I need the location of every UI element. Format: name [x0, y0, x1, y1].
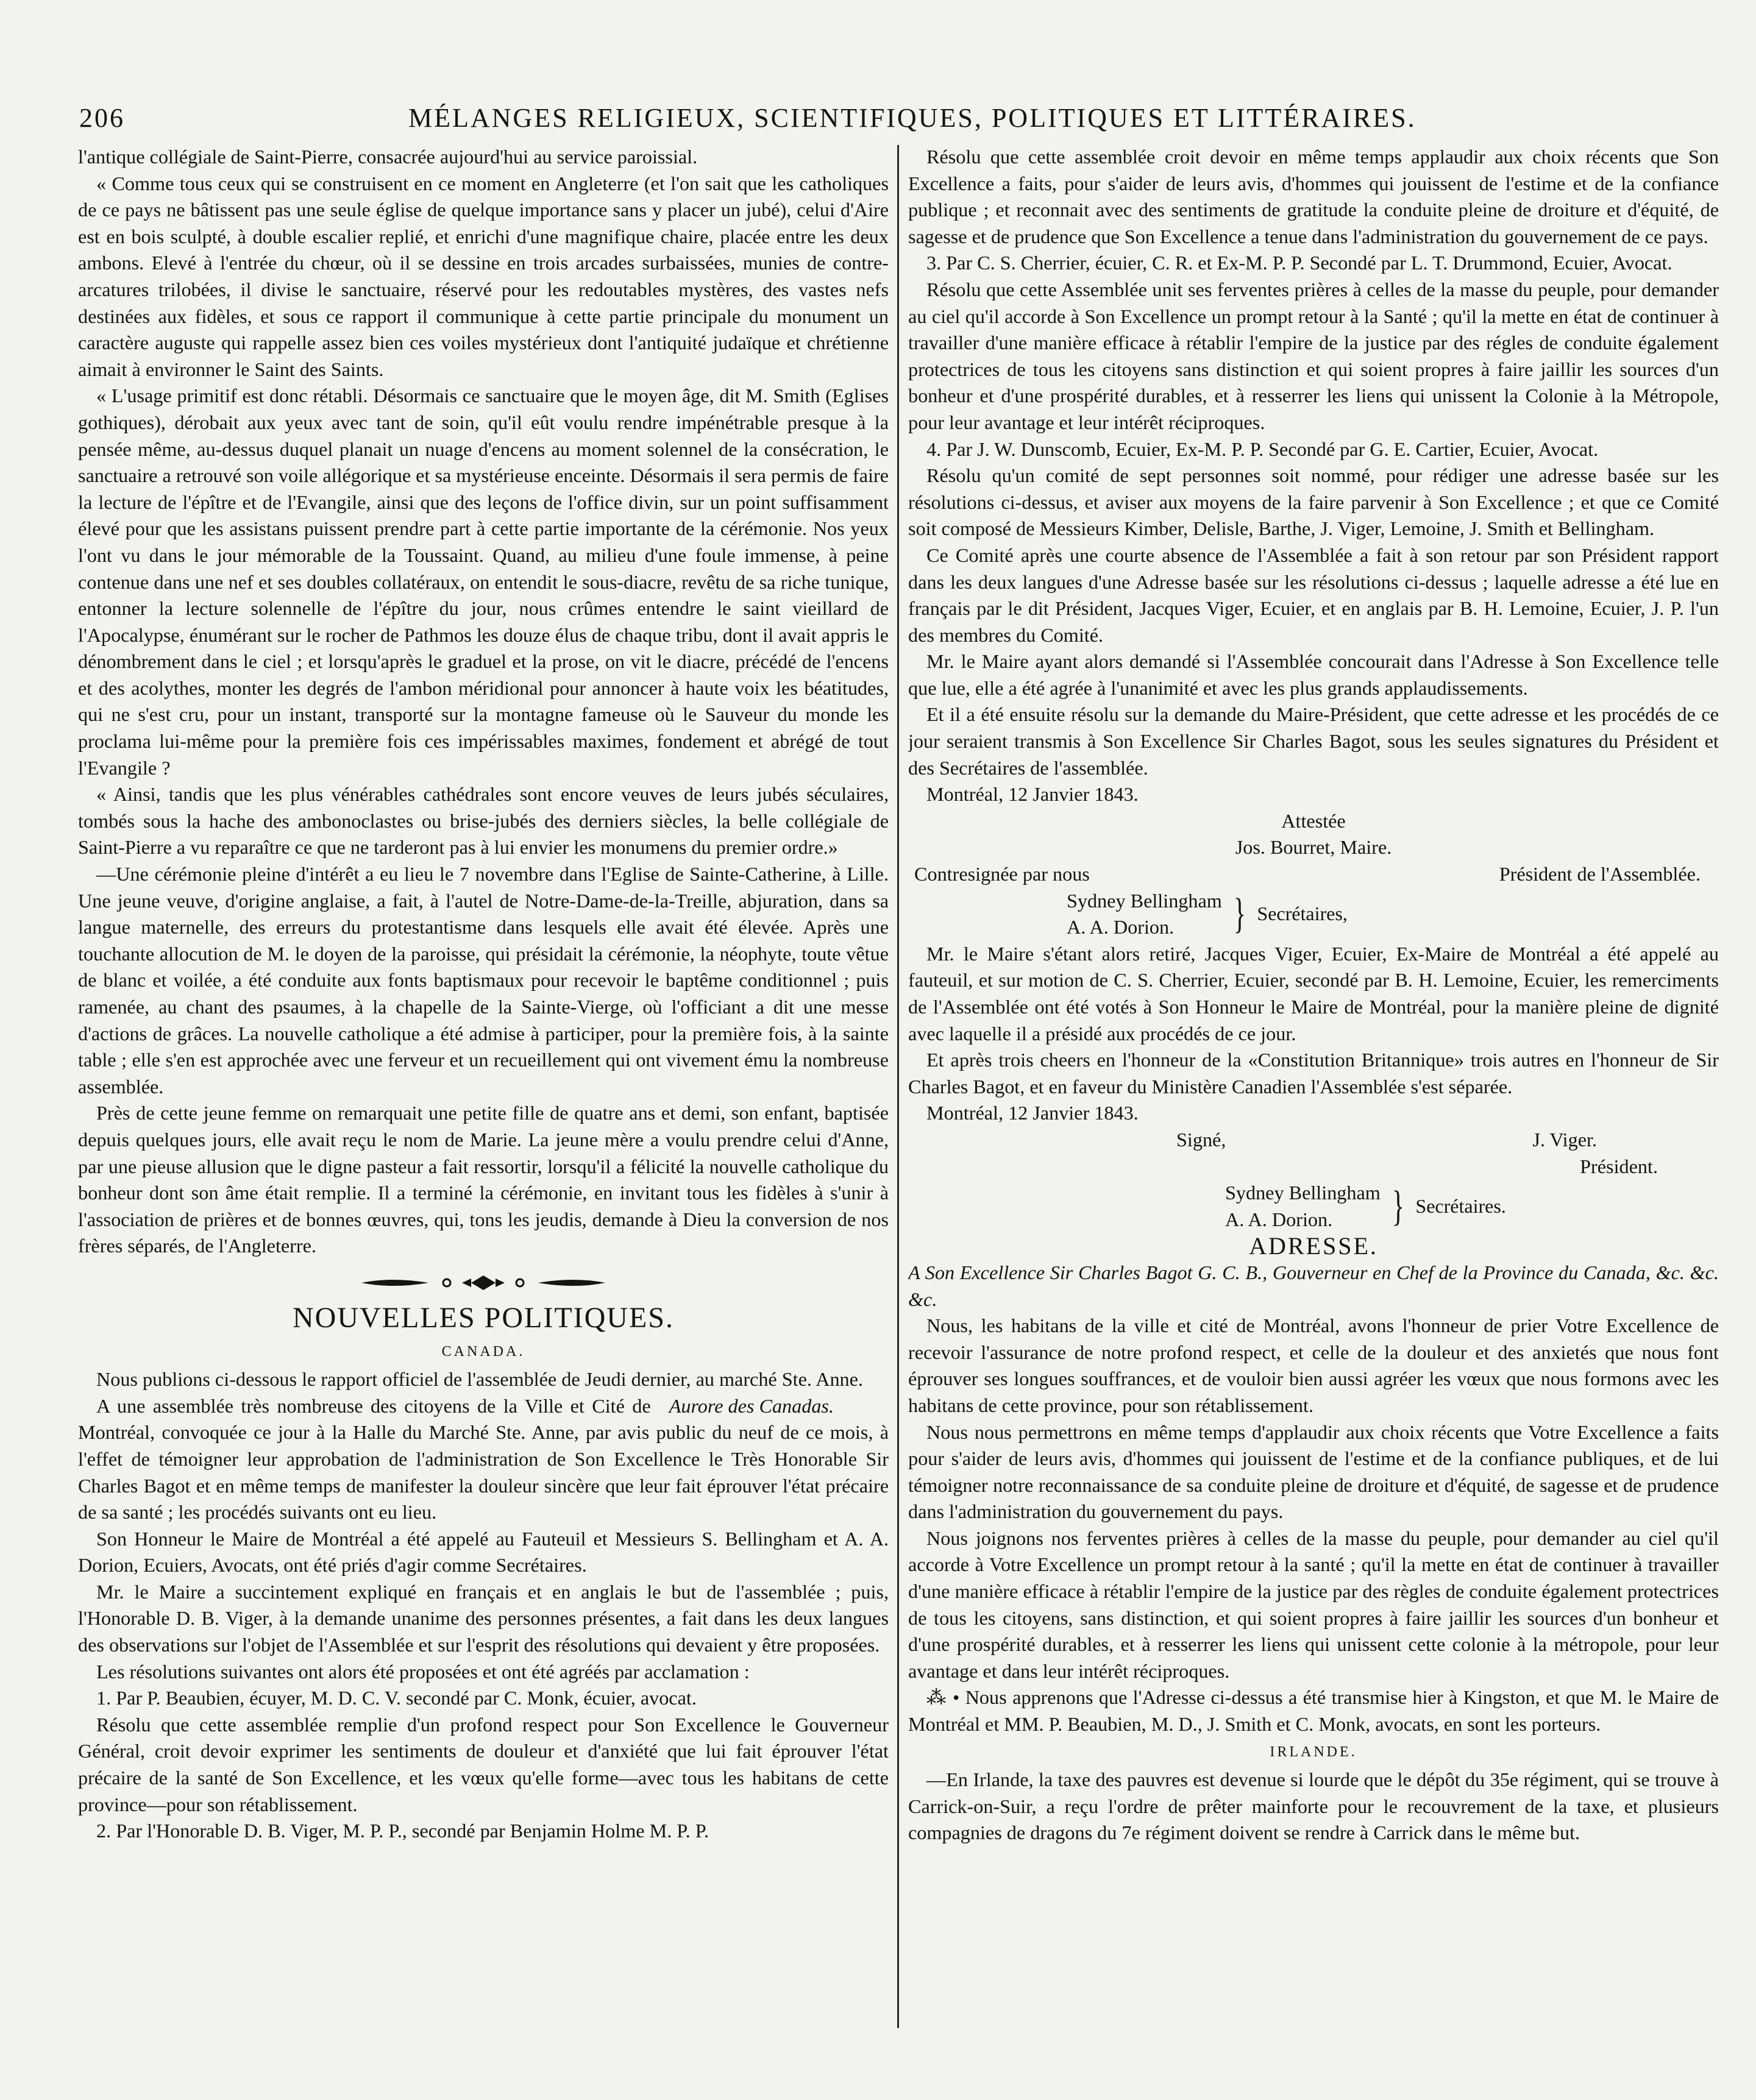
secretary-names — [1225, 1180, 1381, 1233]
secretaries-role: Secrétaires. — [1415, 1194, 1506, 1217]
dateline: Montréal, 12 Janvier 1843. — [926, 783, 1139, 806]
paragraph: Son Honneur le Maire de Montréal a été appelé au Fauteuil et Messieurs S. Bellingham et A. A. Dorion, Ecuiers, Avocats, ont été priés d'agir comme Secrétaires. — [78, 1527, 889, 1577]
paragraph: « Ainsi, tandis que les plus vénérables cathédrales sont encore veuves de leurs jubés séculaires, tombés sous la hache des ambonoclastes ou brise-jubés des derniers siècles, la belle collégiale de Saint-Pierre a vu reparaître ce que ne tarderont pas à lui envier les monumens du premier ordre.» — [78, 783, 889, 859]
asterism-icon: ⁂ • — [926, 1686, 965, 1709]
paragraph: l'antique collégiale de Saint-Pierre, consacrée aujourd'hui au service paroissial. — [78, 146, 698, 168]
countersign-label: Contresignée par nous — [914, 863, 1090, 885]
president-label: Président. — [1580, 1155, 1658, 1177]
paragraph: Résolu que cette assemblée remplie d'un profond respect pour Son Excellence le Gouverneur Général, croit devoir exprimer les sentiments de douleur et d'anxiété que lui fait éprouver l'état précaire de la santé de Son Excellence, et les vœux qu'elle forme—avec tous les habitans de cette province—pour son rétablissement. — [78, 1713, 889, 1815]
column-rule — [897, 145, 899, 2028]
paragraph: Mr. le Maire ayant alors demandé si l'Assemblée concourait dans l'Adresse à Son Excellence telle que lue, elle a été agrée à l'unanimité et avec les plus grands applaudissements. — [908, 650, 1719, 699]
secretary-name: Sydney Bellingham — [1225, 1182, 1381, 1204]
paragraph: Les résolutions suivantes ont alors été proposées et ont été agréés par acclamation : — [96, 1660, 750, 1683]
paragraph: « L'usage primitif est donc rétabli. Désormais ce sanctuaire que le moyen âge, dit M. Smith (Eglises gothiques), dérobait aux yeux avec tant de soin, qu'il eût voulu rendre impénétrable presque à la pensée même, au-dessus duquel planait un nuage d'encens au moment solennel de la consécration, le sanctuaire a retrouvé son voile allégorique et sa mystérieuse enceinte. Désormais il sera permis de faire la lecture de l'épître et de l'Evangile, ainsi que des leçons de l'office divin, sur un point suffisamment élevé pour que les assistans puissent prendre part à cette partie importante de la cérémonie. Nos yeux l'ont vu dans le jour mémorable de la Toussaint. Quand, au milieu d'une foule immense, à peine contenue dans une nef et ses doubles collatéraux, on entendit le sous-diacre, revêtu de sa riche tunique, entonner la lecture solennelle de l'épître du jour, nous crûmes entendre le saint vieillard de l'Apocalypse, énumérant sur le rocher de Pathmos les douze élus de chaque tribu, dont il avait appris le dénombrement dans le ciel ; et lorsqu'après le graduel et la prose, on vit le diacre, précédé de l'encens et des acolythes, monter les degrés de l'ambon méridional pour annoncer à haute voix les béatitudes, qui ne s'est cru, pour un instant, transporté sur la montagne fameuse où le Sauveur du monde les proclama lui-même pour la première fois ces impérissables maximes, fondement et abrégé de tout l'Evangile ? — [78, 385, 889, 779]
paragraph-text: Nous publions ci-dessous le rapport officiel de l'assemblée de Jeudi dernier, au marché Ste. Anne. — [96, 1368, 863, 1391]
brace-icon: } — [1392, 1182, 1404, 1230]
secretaries-role: Secrétaires, — [1257, 903, 1348, 925]
secretary-name: Sydney Bellingham — [1067, 889, 1222, 912]
paragraph: —En Irlande, la taxe des pauvres est devenue si lourde que le dépôt du 35e régiment, qui se trouve à Carrick-on-Suir, a reçu l'ordre de prêter mainforte pour le recouvrement de la taxe, et plusieurs compagnies de dragons du 7e régiment doivent se rendre à Carrick dans le même but. — [908, 1768, 1719, 1844]
address-title: ADRESSE. — [1249, 1232, 1378, 1260]
subsection-title: IRLANDE. — [1270, 1743, 1357, 1760]
paragraph-text: Nous apprenons que l'Adresse ci-dessus a été transmise hier à Kingston, et que M. le Maire de Montréal et MM. P. Beaubien, M. D., J. Smith et C. Monk, avocats, en sont les porteurs. — [908, 1686, 1719, 1736]
paragraph: —Une cérémonie pleine d'intérêt a eu lieu le 7 novembre dans l'Eglise de Sainte-Catherine, à Lille. Une jeune veuve, d'origine anglaise, a fait, à l'autel de Notre-Dame-de-la-Treille, abjuration, dans sa langue maternelle, des erreurs du protestantisme dans lesquels elle avait été élevée. Après une touchante allocution de M. le doyen de la paroisse, qui présidait la cérémonie, la néophyte, toute vêtue de blanc et voilée, a été conduite aux fonts baptismaux pour recevoir le baptême conditionnel ; puis ramenée, au chant des psaumes, à la chapelle de la Sainte-Vierge, où l'officiant a dit une messe d'actions de grâces. La nouvelle catholique a été admise à participer, pour la première fois, à la sainte table ; elle s'en est approchée avec une ferveur et un recueillement qui ont vivement ému la nombreuse assemblée. — [78, 863, 889, 1098]
brace-icon: } — [1233, 890, 1246, 938]
countersign-row — [908, 861, 1719, 888]
dateline: Montréal, 12 Janvier 1843. — [926, 1102, 1139, 1124]
paragraph: Résolu qu'un comité de sept personnes soit nommé, pour rédiger une adresse basée sur les résolutions ci-dessus, et aviser aux moyens de la faire parvenir à Son Excellence ; et que ce Comité soit composé de Messieurs Kimber, Delisle, Barthe, J. Viger, Lemoine, J. Smith et Bellingham. — [908, 464, 1719, 540]
paragraph: A une assemblée très nombreuse des citoyens de la Ville et Cité de Montréal, convoquée ce jour à la Halle du Marché Ste. Anne, par avis public du neuf de ce mois, à l'effet de témoigner leur approbation de l'administration de Son Excellence le Très Honorable Sir Charles Bagot et en même temps de manifester la douleur sincère que leur fait éprouver l'état précaire de sa santé ; les procédés suivants ont eu lieu. — [78, 1394, 889, 1524]
source-credit: Aurore des Canadas. — [669, 1394, 834, 1417]
page-header — [79, 102, 1688, 145]
paragraph: Et il a été ensuite résolu sur la demande du Maire-Président, que cette adresse et les procédés de ce jour seraient transmis à Son Excellence Sir Charles Bagot, sous les seules signatures du Président et des Secrétaires de l'assemblée. — [908, 703, 1719, 779]
paragraph: 1. Par P. Beaubien, écuyer, M. D. C. V. secondé par C. Monk, écuier, avocat. — [96, 1687, 697, 1709]
right-column — [908, 144, 1719, 2045]
running-title: MÉLANGES RELIGIEUX, SCIENTIFIQUES, POLITIQUES ET LITTÉRAIRES. — [408, 103, 1417, 133]
left-column — [78, 144, 889, 2045]
paragraph: 2. Par l'Honorable D. B. Viger, M. P. P., secondé par Benjamin Holme M. P. P. — [96, 1820, 709, 1842]
paragraph: Mr. le Maire a succintement expliqué en français et en anglais le but de l'assemblée ; puis, l'Honorable D. B. Viger, à la demande unanime des personnes présentes, a fait dans les deux langues des observations sur l'objet de l'Assemblée et sur l'esprit des résolutions qui devaient y être proposées. — [78, 1580, 889, 1656]
ornament-rule-icon — [355, 1274, 611, 1292]
paragraph: Nous joignons nos ferventes prières à celles de la masse du peuple, pour demander au ciel qu'il accorde à Votre Excellence un prompt retour à la santé ; qu'il la mette en état de continuer à travailler d'une manière efficace à rétablir l'empire de la justice par des règles de conduite également protectrices de tous les citoyens, sans distinction, et qui soient propres à faire jaillir les sources d'un bonheur et d'une prospérité durables, et à resserrer les liens qui unissent cette colonie à la métropole, pour leur avantage et dans leur intérêt réciproques. — [908, 1527, 1719, 1682]
paragraph: Près de cette jeune femme on remarquait une petite fille de quatre ans et demi, son enfant, baptisée depuis quelques jours, elle avait reçu le nom de Marie. La jeune mère a voulu prendre celui d'Anne, par une pieuse allusion que le digne pasteur a fait ressortir, lorsqu'il a félicité la nouvelle catholique du bonheur dont son âme était remplie. Il a terminé la cérémonie, en invitant tous les fidèles à s'unir à l'association de prières et de bonnes œuvres, qui, tons les jeudis, demande à Dieu la conversion de nos frères séparés, de l'Angleterre. — [78, 1102, 889, 1257]
signature-mayor: Jos. Bourret, Maire. — [1235, 836, 1392, 859]
paragraph: « Comme tous ceux qui se construisent en ce moment en Angleterre (et l'on sait que les catholiques de ce pays ne bâtissent pas une seule église de quelque importance sans y placer un jubé), celui d'Aire est en bois sculpté, à double escalier replié, et enrichi d'une magnifique chaire, placée entre les deux ambons. Elevé à l'entrée du chœur, où il se dessine en trois arcades surbaissées, munies de contre-arcatures trilobées, il divise le sanctuaire, réservé pour les redoutables mystères, des vastes nefs destinées aux fidèles, et sous ce rapport il communique à cette partie principale du monument un caractère auguste qui rappelle assez bien ces voiles mystérieux dont l'antiquité judaïque et chrétienne aimait à environner le Saint des Saints. — [78, 172, 889, 380]
paragraph: Nous nous permettrons en même temps d'applaudir aux choix récents que Votre Excellence a faits pour s'aider de leurs avis, d'hommes qui jouissent de l'estime et de la confiance publiques, et de lui témoigner notre reconnaissance de sa conduite pleine de droiture et d'équité, de sagesse et de prudence dans l'administration du gouvernement du pays. — [908, 1421, 1719, 1523]
president-title: Président de l'Assemblée. — [1499, 863, 1701, 885]
secretaries-signature-2 — [1225, 1180, 1719, 1233]
secretaries-signature-1 — [1067, 888, 1719, 941]
secretary-name: A. A. Dorion. — [1225, 1208, 1333, 1230]
section-title: NOUVELLES POLITIQUES. — [293, 1301, 674, 1334]
address-recipient: A Son Excellence Sir Charles Bagot G. C. B., Gouverneur en Chef de la Province du Canada, &c. &c. &c. — [908, 1261, 1719, 1310]
secretary-names — [1067, 888, 1222, 941]
secretary-name: A. A. Dorion. — [1067, 916, 1175, 938]
subsection-title: CANADA. — [441, 1343, 525, 1360]
signature-viger: J. Viger. — [1532, 1128, 1597, 1151]
paragraph: 4. Par J. W. Dunscomb, Ecuier, Ex-M. P. P. Secondé par G. E. Cartier, Ecuier, Avocat. — [926, 438, 1599, 460]
paragraph: Résolu que cette assemblée croit devoir en même temps applaudir aux choix récents que Son Excellence a faits, pour s'aider de leurs avis, d'hommes qui jouissent de l'estime et de la confiance publique ; et reconnait avec des sentiments de gratitude la conduite pleine de droiture et d'équité, de sagesse et de prudence que Son Excellence a tenue dans l'administration du gouvernement de ce pays. — [908, 146, 1719, 247]
section-ornament — [78, 1268, 889, 1295]
paragraph: Ce Comité après une courte absence de l'Assemblée a fait à son retour par son Président rapport dans les deux langues d'une Adresse basée sur les résolutions ci-dessus ; laquelle adresse a été lue en français par le dit Président, Jacques Viger, Ecuier, et en anglais par B. H. Lemoine, Ecuier, J. P. l'un des membres du Comité. — [908, 544, 1719, 646]
paragraph: Mr. le Maire s'étant alors retiré, Jacques Viger, Ecuier, Ex-Maire de Montréal a été appelé au fauteuil, et sur motion de C. S. Cherrier, Ecuier, secondé par B. H. Lemoine, Ecuier, les remerciments de l'Assemblée ont été votés à Son Honneur le Maire de Montréal, pour la manière pleine de dignité avec laquelle il a présidé aux procédés de ce jour. — [908, 942, 1719, 1045]
signed-label: Signé, — [1176, 1128, 1226, 1151]
signed-row — [908, 1127, 1719, 1154]
paragraph: Et après trois cheers en l'honneur de la «Constitution Britannique» trois autres en l'honneur de Sir Charles Bagot, et en faveur du Ministère Canadien l'Assemblée s'est séparée. — [908, 1049, 1719, 1098]
page-number: 206 — [79, 103, 125, 133]
paragraph — [78, 1366, 889, 1417]
paragraph: 3. Par C. S. Cherrier, écuier, C. R. et Ex-M. P. P. Secondé par L. T. Drummond, Ecuier, Avocat. — [926, 252, 1672, 274]
paragraph — [908, 1684, 1719, 1737]
attestation-label: Attestée — [1281, 809, 1346, 832]
paragraph: Résolu que cette Assemblée unit ses ferventes prières à celles de la masse du peuple, pour demander au ciel qu'il accorde à Son Excellence un prompt retour à la Santé ; qu'il la mette en état de continuer à travailler d'une manière efficace à rétablir l'empire de la justice par des régles de conduite également protectrices de tous les citoyens sans distinction et qui soient propres à faire jaillir les sources d'un bonheur et d'une prospérité durables, et à resserrer les liens qui unissent la Colonie à la Métropole, pour leur avantage et leur intérêt réciproques. — [908, 278, 1719, 433]
paragraph: Nous, les habitans de la ville et cité de Montréal, avons l'honneur de prier Votre Excellence de recevoir l'assurance de notre profond respect, et celle de la douleur et des anxietés que nous font éprouver ses longues souffrances, et de vouloir bien aussi agréer les vœux que nous formons avec les habitans de cette province, pour son rétablissement. — [908, 1314, 1719, 1416]
